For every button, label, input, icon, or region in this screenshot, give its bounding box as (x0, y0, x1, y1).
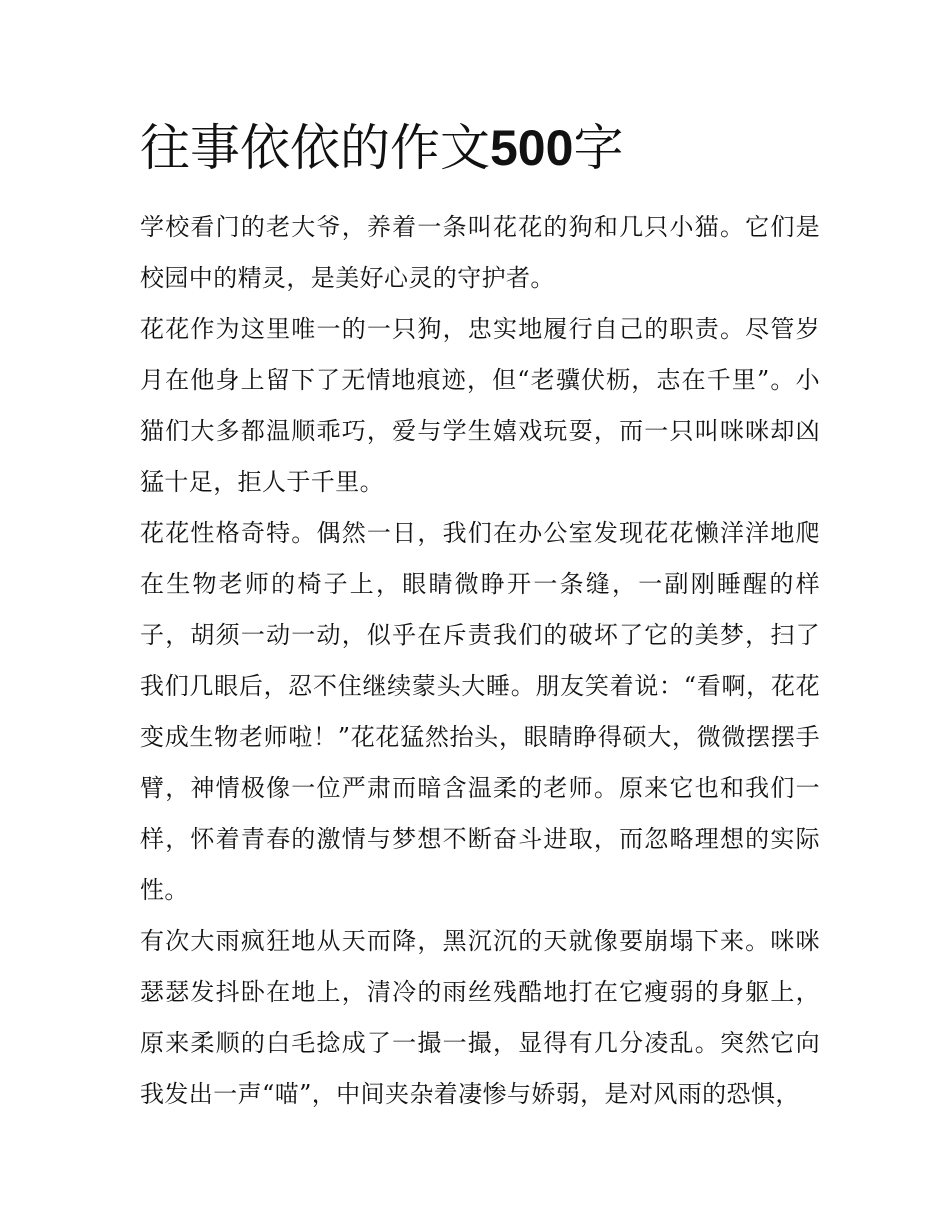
page-title (140, 108, 820, 188)
title-suffix: 字 (573, 119, 624, 177)
paragraph-2: 花花作为这里唯一的一只狗，忠实地履行自己的职责。尽管岁月在他身上留下了无情地痕迹，但“老骥伏枥，志在千里”。小猫们大多都温顺乖巧，爱与学生嬉戏玩耍，而一只叫咪咪却凶猛十足，拒人于千里。 (140, 315, 820, 496)
title-number: 500 (490, 120, 574, 176)
paragraph-3: 花花性格奇特。偶然一日，我们在办公室发现花花懒洋洋地爬在生物老师的椅子上，眼睛微睁开一条缝，一副刚睡醒的样子，胡须一动一动，似乎在斥责我们的破坏了它的美梦，扫了我们几眼后，忍不住继续蒙头大睡。朋友笑着说：“看啊，花花变成生物老师啦！”花花猛然抬头，眼睛睁得硕大，微微摆摆手臂，神情极像一位严肃而暗含温柔的老师。原来它也和我们一样，怀着青春的激情与梦想不断奋斗进取，而忽略理想的实际性。 (140, 519, 820, 904)
title-prefix: 往事依依的作文 (140, 119, 490, 177)
paragraph-4: 有次大雨疯狂地从天而降，黑沉沉的天就像要崩塌下来。咪咪瑟瑟发抖卧在地上，清冷的雨丝残酷地打在它瘦弱的身躯上，原来柔顺的白毛捻成了一撮一撮，显得有几分凌乱。突然它向我发出一声“喵”，中间夹杂着凄惨与娇弱，是对风雨的恐惧， (140, 927, 820, 1108)
paragraph-1: 学校看门的老大爷，养着一条叫花花的狗和几只小猫。它们是校园中的精灵，是美好心灵的守护者。 (140, 213, 820, 292)
document-page (140, 108, 820, 1208)
